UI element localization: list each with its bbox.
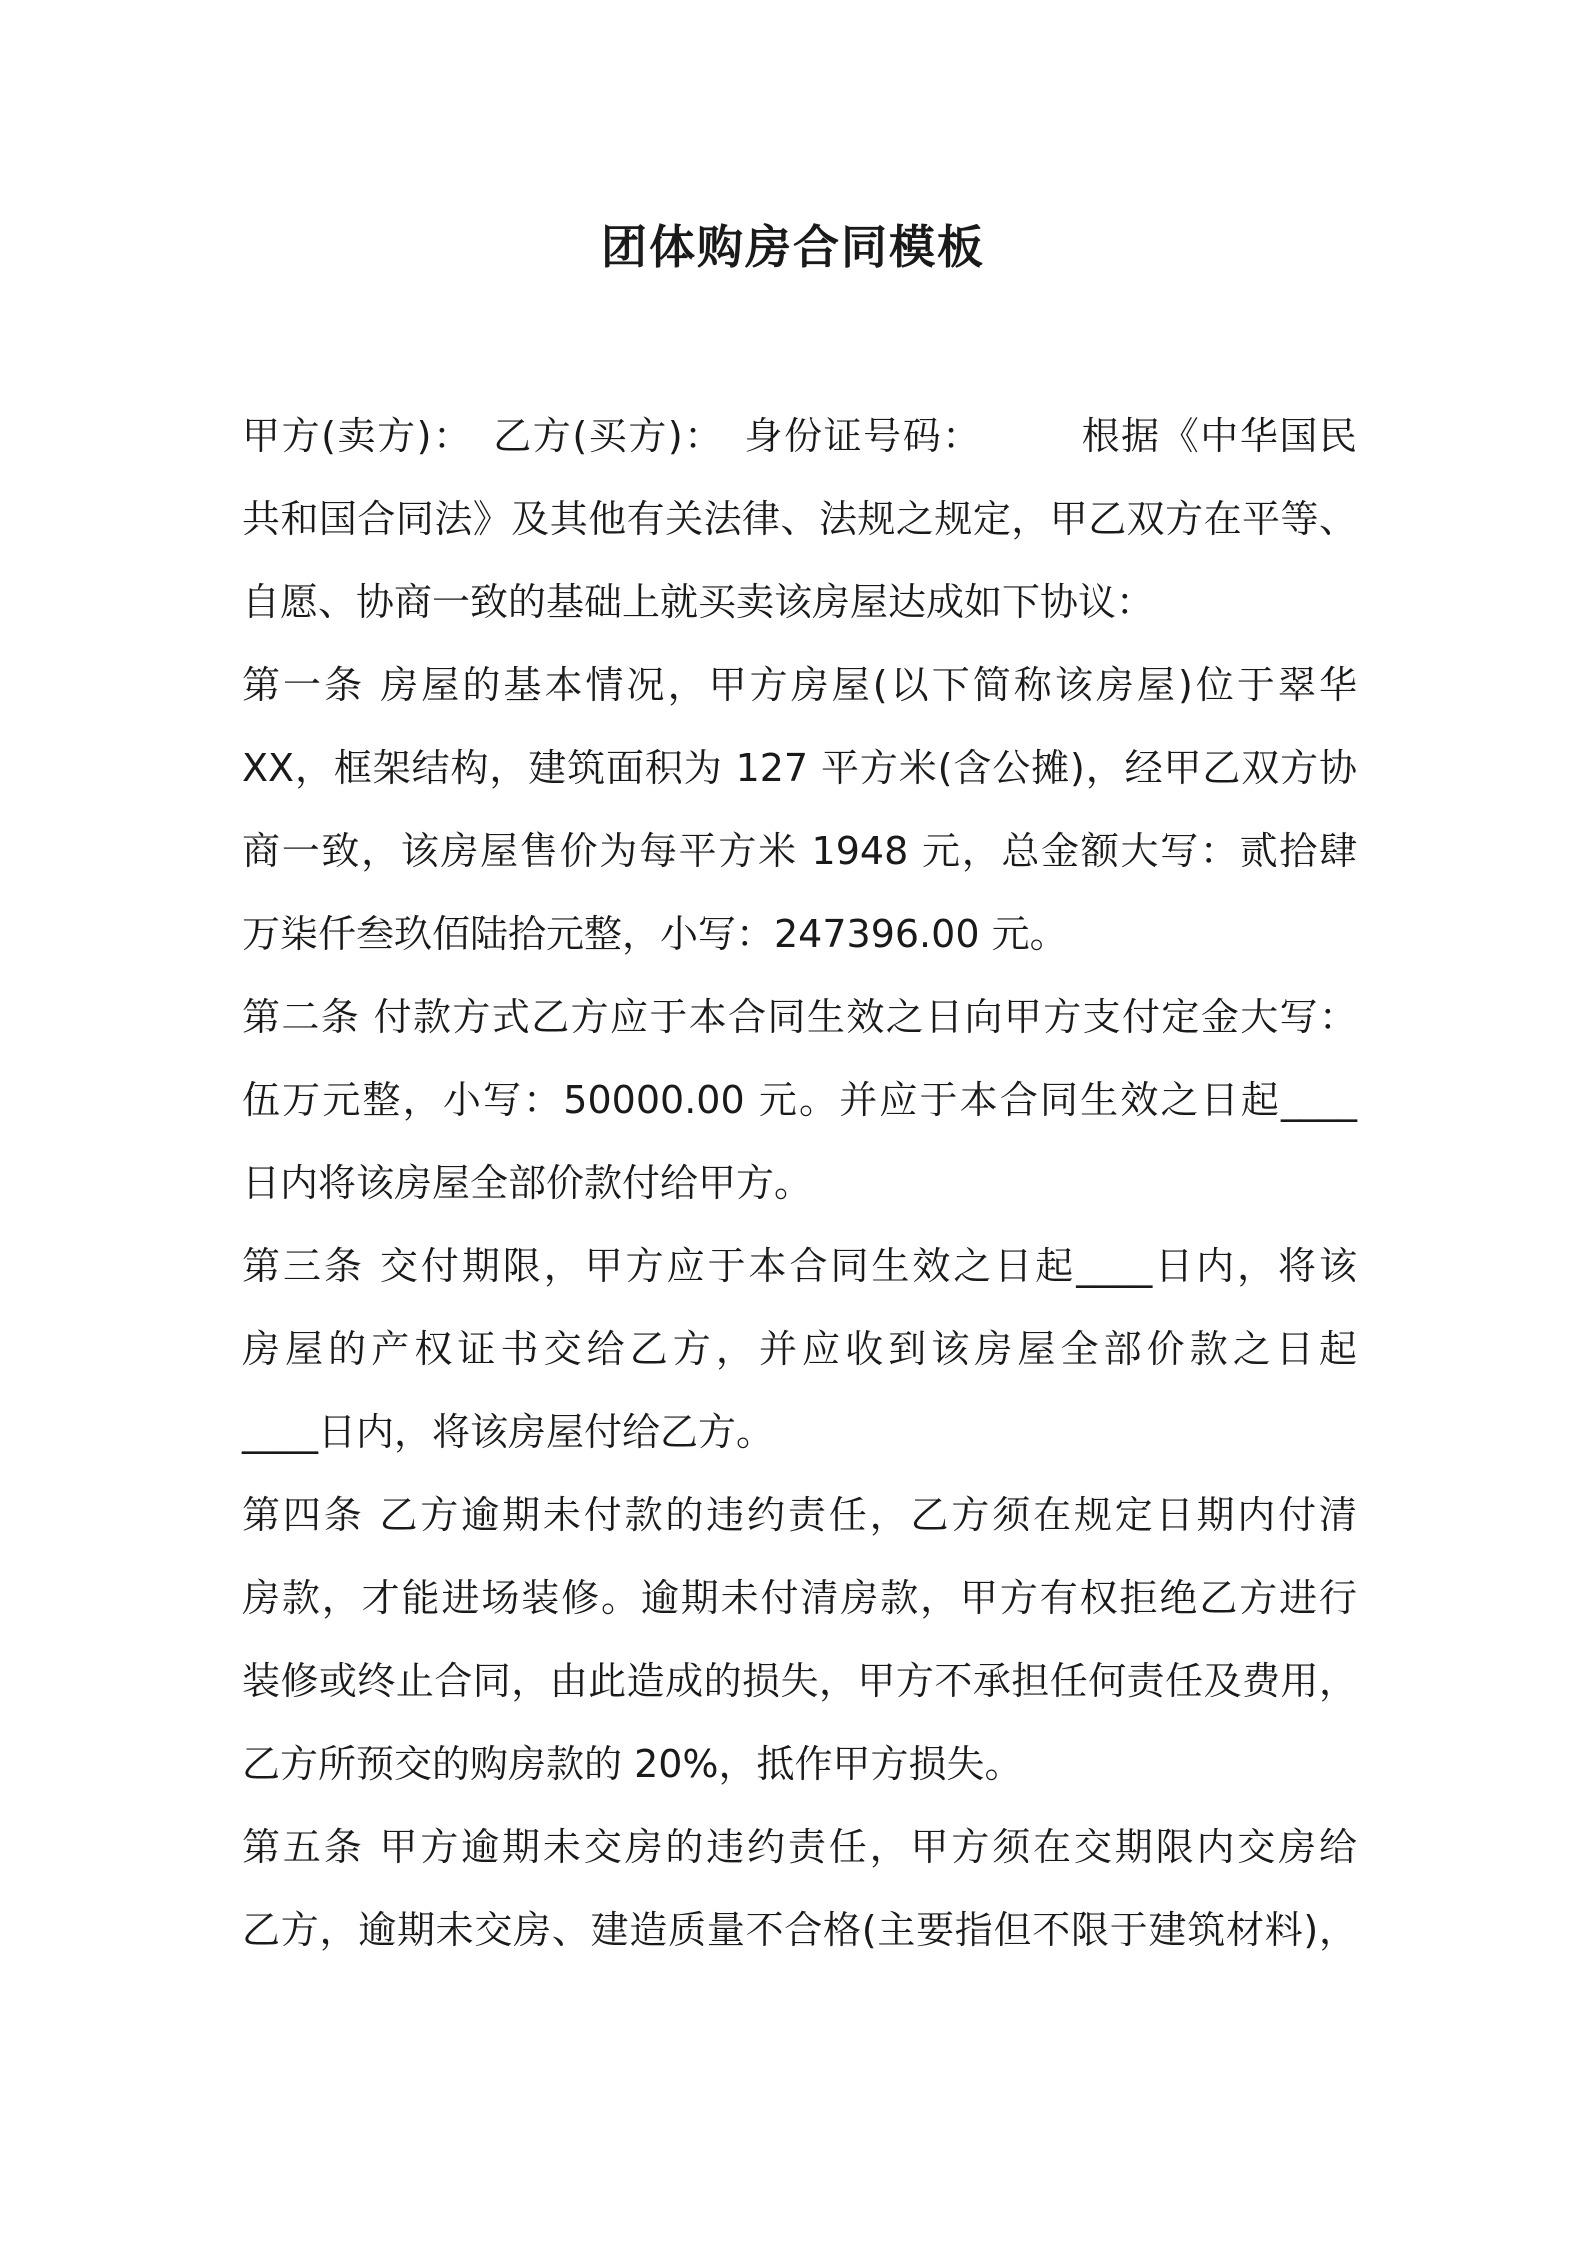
text-line: 自愿、协商一致的基础上就买卖该房屋达成如下协议： <box>242 580 1155 624</box>
text-line: 乙方，逾期未交房、建造质量不合格(主要指但不限于建筑材料)， <box>242 1908 1357 1952</box>
document-title: 团体购房合同模板 <box>601 220 985 274</box>
text-line: 第四条 乙方逾期未付款的违约责任，乙方须在规定日期内付清 <box>242 1493 1357 1537</box>
text-line: 第二条 付款方式乙方应于本合同生效之日向甲方支付定金大写： <box>242 995 1357 1039</box>
text-line: ____日内，将该房屋付给乙方。 <box>242 1410 775 1454</box>
text-line: 房款，才能进场装修。逾期未付清房款，甲方有权拒绝乙方进行 <box>242 1576 1357 1620</box>
text-line: 日内将该房屋全部价款付给甲方。 <box>242 1161 813 1205</box>
text-line: 商一致，该房屋售价为每平方米 1948 元，总金额大写：贰拾肆 <box>242 829 1357 873</box>
text-line: 第一条 房屋的基本情况，甲方房屋(以下简称该房屋)位于翠华 <box>242 663 1357 707</box>
text-line: 乙方所预交的购房款的 20%，抵作甲方损失。 <box>242 1742 1023 1786</box>
text-line: 万柒仟叁玖佰陆拾元整，小写：247396.00 元。 <box>242 912 1068 956</box>
document-body <box>242 406 1357 1983</box>
text-line: 装修或终止合同，由此造成的损失，甲方不承担任何责任及费用， <box>242 1659 1357 1703</box>
text-line: 伍万元整，小写：50000.00 元。并应于本合同生效之日起____ <box>242 1078 1357 1122</box>
text-line: 甲方(卖方)： 乙方(买方)： 身份证号码： 根据《中华国民 <box>242 414 1357 458</box>
text-line: 房屋的产权证书交给乙方，并应收到该房屋全部价款之日起 <box>242 1327 1357 1371</box>
text-line: XX，框架结构，建筑面积为 127 平方米(含公摊)，经甲乙双方协 <box>242 746 1357 790</box>
text-line: 共和国合同法》及其他有关法律、法规之规定，甲乙双方在平等、 <box>242 497 1357 541</box>
text-line: 第五条 甲方逾期未交房的违约责任，甲方须在交期限内交房给 <box>242 1825 1357 1869</box>
text-line: 第三条 交付期限，甲方应于本合同生效之日起____日内，将该 <box>242 1244 1357 1288</box>
